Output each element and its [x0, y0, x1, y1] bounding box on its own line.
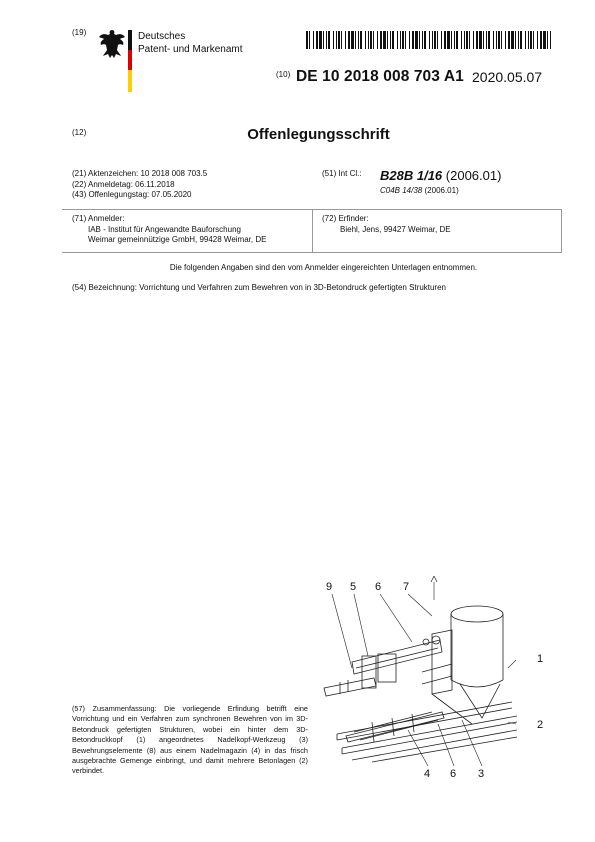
barcode-bar — [515, 31, 516, 49]
barcode-bar — [464, 31, 465, 49]
barcode — [306, 31, 554, 49]
barcode-bar — [469, 31, 470, 49]
ipc-main-version: (2006.01) — [445, 168, 502, 183]
barcode-bar — [533, 31, 534, 49]
barcode-bar — [365, 31, 366, 49]
barcode-bar — [444, 31, 446, 49]
barcode-bar — [540, 31, 542, 49]
applicant-line2: Weimar gemeinnützige GmbH, 99428 Weimar, DE — [88, 235, 267, 244]
barcode-bar — [348, 31, 350, 49]
barcode-bar — [483, 31, 484, 49]
ipc-main-classification — [380, 168, 501, 183]
barcode-bar — [488, 31, 490, 49]
barcode-bar — [528, 31, 529, 49]
document-type-wrapper — [0, 126, 595, 143]
barcode-bar — [316, 31, 318, 49]
barcode-bar — [338, 31, 340, 49]
barcode-bar — [550, 31, 551, 49]
barcode-bar — [415, 31, 418, 49]
inventor-line1: Biehl, Jens, 99427 Weimar, DE — [340, 224, 451, 234]
barcode-bar — [400, 31, 401, 49]
drawing-label-2: 2 — [537, 719, 544, 731]
drawing-label-3: 3 — [478, 768, 485, 780]
barcode-bar — [377, 31, 378, 49]
barcode-bar — [547, 31, 548, 49]
drawing-label-1: 1 — [537, 653, 544, 665]
barcode-bar — [543, 31, 546, 49]
federal-eagle-logo — [98, 28, 126, 60]
office-name — [138, 30, 243, 56]
applicant-label: (71) Anmelder: — [72, 214, 125, 223]
barcode-bar — [390, 31, 391, 49]
drawing-label-9: 9 — [326, 581, 333, 593]
needle-tool — [422, 630, 472, 724]
barcode-bar — [422, 31, 423, 49]
barcode-bar — [345, 31, 346, 49]
ipc-main-code: B28B 1/16 — [380, 168, 443, 183]
barcode-bar — [537, 31, 538, 49]
barcode-bar — [424, 31, 426, 49]
barcode-bar — [441, 31, 442, 49]
barcode-bar — [498, 31, 500, 49]
abstract: (57) Zusammenfassung: Die vorliegende Erfindung betrifft eine Vorrichtung und ein Verfahren zum synchronen Bewehren von im 3D-Betondruck gefertigten Strukturen, wobei ein hinter dem 3D-Betondruckkopf (1) angeordnetes Nadelkopf-Werkzeug (3) Bewehrungselemente (8) aus einem Nadelmagazin (4) in das frisch ausgebrachte Gemenge einbringt, und damit mehrere Betonlagen (2) verbindet. — [72, 704, 308, 776]
barcode-bar — [306, 31, 308, 49]
barcode-bar — [405, 31, 406, 49]
barcode-bar — [402, 31, 404, 49]
patent-drawing — [312, 572, 562, 782]
barcode-bar — [493, 31, 494, 49]
offenlegungstag: (43) Offenlegungstag: 07.05.2020 — [72, 190, 192, 199]
barcode-bar — [530, 31, 532, 49]
barcode-bar — [429, 31, 430, 49]
barcode-bar — [496, 31, 497, 49]
barcode-bar — [313, 31, 314, 49]
barcode-bar — [432, 31, 433, 49]
document-type: Offenlegungsschrift — [247, 126, 390, 143]
arm-assembly — [324, 636, 442, 696]
barcode-bar — [525, 31, 526, 49]
barcode-bar — [336, 31, 337, 49]
ipc-secondary-version: (2006.01) — [424, 186, 459, 195]
barcode-bar — [473, 31, 474, 49]
direction-arrow-icon — [431, 576, 437, 582]
anmeldetag: (22) Anmeldetag: 06.11.2018 — [72, 179, 175, 189]
barcode-bar — [451, 31, 452, 49]
barcode-bar — [511, 31, 514, 49]
ipc-secondary-code: C04B 14/38 — [380, 186, 423, 195]
divider-bottom — [62, 252, 562, 253]
barcode-bar — [358, 31, 359, 49]
barcode-bar — [486, 31, 487, 49]
applicant-note-wrapper — [0, 263, 595, 272]
barcode-bar — [419, 31, 420, 49]
inid-19: (19) — [72, 28, 87, 37]
office-name-line1: Deutsches — [138, 31, 186, 42]
barcode-bar — [479, 31, 482, 49]
barcode-bar — [409, 31, 410, 49]
barcode-bar — [326, 31, 327, 49]
barcode-bar — [370, 31, 372, 49]
drawing-label-4: 4 — [424, 768, 431, 780]
applicant-note: Die folgenden Angaben sind den vom Anmelder eingereichten Unterlagen entnommen. — [169, 263, 478, 272]
int-cl-label: (51) Int Cl.: — [322, 169, 362, 178]
publication-date: 2020.05.07 — [472, 69, 543, 85]
divider-vertical — [312, 210, 313, 252]
german-flag-bar — [128, 30, 132, 92]
filing-data — [72, 169, 207, 201]
barcode-bar — [520, 31, 522, 49]
barcode-bar — [518, 31, 519, 49]
barcode-bar — [309, 31, 310, 49]
divider-vertical-right — [561, 210, 562, 252]
barcode-bar — [341, 31, 342, 49]
drawing-label-6-top: 6 — [375, 581, 382, 593]
barcode-bar — [383, 31, 386, 49]
barcode-bar — [333, 31, 334, 49]
office-name-line2: Patent- und Markenamt — [138, 44, 243, 55]
concrete-layers — [337, 702, 517, 762]
barcode-bar — [323, 31, 324, 49]
barcode-bar — [360, 31, 362, 49]
invention-title: (54) Bezeichnung: Vorrichtung und Verfahren zum Bewehren von in 3D-Betondruck gefertigten Strukturen — [72, 283, 446, 292]
barcode-bar — [437, 31, 438, 49]
applicant-line1: IAB - Institut für Angewandte Bauforschung — [88, 224, 241, 234]
barcode-bar — [461, 31, 462, 49]
barcode-bar — [380, 31, 382, 49]
barcode-bar — [456, 31, 458, 49]
barcode-bar — [368, 31, 369, 49]
barcode-bar — [505, 31, 506, 49]
barcode-bar — [373, 31, 374, 49]
barcode-bar — [466, 31, 468, 49]
barcode-bar — [454, 31, 455, 49]
barcode-bar — [447, 31, 450, 49]
leader-lines — [332, 582, 516, 766]
barcode-bar — [387, 31, 388, 49]
inventor-label: (72) Erfinder: — [322, 214, 369, 223]
barcode-bar — [508, 31, 510, 49]
barcode-bar — [328, 31, 330, 49]
inid-10: (10) — [276, 70, 291, 79]
aktenzeichen: (21) Aktenzeichen: 10 2018 008 703.5 — [72, 169, 208, 178]
barcode-bar — [476, 31, 478, 49]
barcode-bar — [319, 31, 322, 49]
drawing-label-5: 5 — [350, 581, 357, 593]
barcode-bar — [501, 31, 502, 49]
applicant-block — [72, 214, 266, 246]
barcode-bar — [397, 31, 398, 49]
needle-magazine — [346, 712, 444, 742]
drawing-label-6-bottom: 6 — [450, 768, 457, 780]
publication-number: DE 10 2018 008 703 A1 — [296, 68, 464, 85]
barcode-bar — [392, 31, 394, 49]
inid-12: (12) — [72, 128, 87, 137]
ipc-secondary-classification — [380, 186, 459, 195]
barcode-bar — [355, 31, 356, 49]
print-head — [451, 606, 503, 718]
inventor-block — [322, 214, 451, 235]
barcode-bar — [412, 31, 414, 49]
drawing-label-7: 7 — [403, 581, 410, 593]
barcode-bar — [434, 31, 436, 49]
barcode-bar — [351, 31, 354, 49]
